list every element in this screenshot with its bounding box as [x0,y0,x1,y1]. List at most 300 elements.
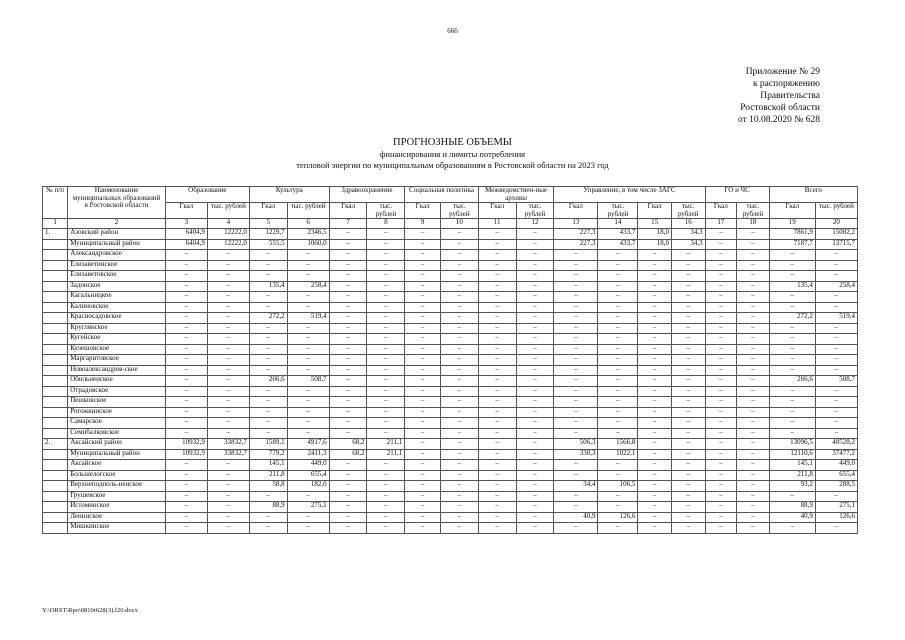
subheader-rub: тыс. рублей [815,203,857,219]
value-cell: – [769,344,815,355]
value-cell: – [598,365,638,376]
value-cell: 68,2 [329,449,367,460]
value-cell: – [249,365,287,376]
value-cell: 6404,9 [165,239,207,250]
value-cell: – [329,470,367,481]
value-cell: – [440,428,478,439]
value-cell: 34,4 [554,481,598,492]
header-group: Всего [769,187,857,203]
column-index-cell: 8 [367,219,405,229]
value-cell: – [705,439,737,450]
value-cell: – [638,397,672,408]
value-cell: – [705,470,737,481]
value-cell: – [329,407,367,418]
value-cell: 126,6 [815,512,857,523]
value-cell: – [516,260,554,271]
table-row [43,260,858,271]
value-cell: – [207,292,249,303]
row-name: Муниципальный район [68,449,166,460]
value-cell: – [287,271,329,282]
column-index-cell: 15 [638,219,672,229]
appendix-line: к распоряжению [752,79,820,89]
value-cell: – [478,449,516,460]
value-cell: 1589,1 [249,439,287,450]
value-cell: – [405,376,441,387]
value-cell: – [440,502,478,513]
value-cell: – [769,292,815,303]
value-cell: – [737,271,770,282]
value-cell: – [367,376,405,387]
row-name: Круглянское [68,323,166,334]
value-cell: – [705,491,737,502]
value-cell: – [478,260,516,271]
row-number [43,523,68,534]
value-cell: – [207,344,249,355]
value-cell: – [737,323,770,334]
row-number [43,470,68,481]
value-cell: – [769,355,815,366]
value-cell: – [249,260,287,271]
value-cell: – [737,334,770,345]
row-name: Семибалковское [68,428,166,439]
value-cell: – [287,428,329,439]
value-cell: – [287,512,329,523]
value-cell: – [671,512,705,523]
value-cell: – [207,428,249,439]
value-cell: – [405,428,441,439]
value-cell: – [367,481,405,492]
value-cell: – [405,470,441,481]
row-number [43,344,68,355]
row-name: Мишкинское [68,523,166,534]
value-cell: – [478,397,516,408]
column-index-cell: 14 [598,219,638,229]
value-cell: – [516,449,554,460]
row-name: Елизаветовское [68,271,166,282]
value-cell: – [638,292,672,303]
value-cell: – [705,344,737,355]
value-cell: – [815,292,857,303]
table-row [43,344,858,355]
row-number [43,292,68,303]
row-number [43,376,68,387]
subheader-rub: тыс. рублей [287,203,329,219]
value-cell: – [554,418,598,429]
value-cell: – [207,502,249,513]
value-cell: – [737,428,770,439]
table-row [43,418,858,429]
value-cell: – [440,439,478,450]
value-cell: – [287,323,329,334]
value-cell: 34,3 [671,229,705,240]
value-cell: – [207,397,249,408]
value-cell: – [165,281,207,292]
value-cell: – [207,302,249,313]
column-index-cell: 20 [815,219,857,229]
value-cell: – [516,229,554,240]
value-cell: – [440,491,478,502]
value-cell: – [815,407,857,418]
value-cell: – [705,407,737,418]
value-cell: 40,9 [769,512,815,523]
value-cell: – [671,460,705,471]
value-cell: – [638,523,672,534]
value-cell: – [598,523,638,534]
value-cell: – [737,460,770,471]
value-cell: – [705,523,737,534]
value-cell: – [249,344,287,355]
value-cell: – [737,365,770,376]
value-cell: – [440,460,478,471]
value-cell: 506,3 [554,439,598,450]
value-cell: – [207,250,249,261]
value-cell: – [815,344,857,355]
value-cell: – [815,418,857,429]
value-cell: – [405,491,441,502]
value-cell: – [671,260,705,271]
column-index-cell: 12 [516,219,554,229]
value-cell: 330,3 [554,449,598,460]
document-subtitle-line: тепловой энергии по муниципальным образованиям в Ростовской области на 2023 год [296,159,609,170]
column-index-cell: 1 [43,219,68,229]
row-name: Маргаритовское [68,355,166,366]
value-cell: – [367,323,405,334]
value-cell: – [516,407,554,418]
subheader-gcal: Гкал [165,203,207,219]
value-cell: – [554,334,598,345]
value-cell: – [516,334,554,345]
row-number [43,502,68,513]
row-number [43,418,68,429]
value-cell: – [478,344,516,355]
document-subtitle-line: финансирования и лимиты потребления [379,149,526,159]
value-cell: – [367,523,405,534]
value-cell: 10932,9 [165,439,207,450]
table-body [43,219,858,534]
row-number [43,260,68,271]
value-cell: – [165,502,207,513]
value-cell: 18,0 [638,239,672,250]
value-cell: – [367,281,405,292]
document-title: ПРОГНОЗНЫЕ ОБЪЕМЫ [393,137,512,148]
value-cell: 15002,2 [815,229,857,240]
value-cell: – [671,418,705,429]
value-cell: – [598,260,638,271]
value-cell: – [478,239,516,250]
table-row [43,271,858,282]
value-cell: – [598,491,638,502]
value-cell: – [165,260,207,271]
value-cell: 508,7 [287,376,329,387]
value-cell: – [815,365,857,376]
value-cell: – [554,470,598,481]
value-cell: – [516,397,554,408]
value-cell: – [440,418,478,429]
table-row [43,428,858,439]
value-cell: – [516,302,554,313]
table-row [43,292,858,303]
row-number: 2. [43,439,68,450]
row-number [43,428,68,439]
value-cell: – [554,491,598,502]
value-cell: – [287,407,329,418]
value-cell: – [478,323,516,334]
table-row [43,407,858,418]
value-cell: – [769,271,815,282]
value-cell: – [815,523,857,534]
value-cell: 519,4 [815,313,857,324]
value-cell: – [367,260,405,271]
value-cell: – [516,271,554,282]
row-name: Верхнеподполь-ненское [68,481,166,492]
column-index-cell: 13 [554,219,598,229]
value-cell: – [598,428,638,439]
value-cell: – [554,313,598,324]
value-cell: 211,8 [249,470,287,481]
value-cell: – [638,449,672,460]
value-cell: – [329,386,367,397]
value-cell: – [367,271,405,282]
value-cell: – [405,271,441,282]
value-cell: – [440,344,478,355]
value-cell: – [165,302,207,313]
value-cell: – [769,418,815,429]
value-cell: – [440,481,478,492]
value-cell: – [598,344,638,355]
value-cell: – [554,344,598,355]
row-name: Александровское [68,250,166,261]
value-cell: 266,6 [769,376,815,387]
value-cell: – [705,428,737,439]
value-cell: – [405,439,441,450]
row-name: Обильненское [68,376,166,387]
row-number [43,250,68,261]
value-cell: – [440,292,478,303]
value-cell: – [329,512,367,523]
value-cell: – [598,502,638,513]
value-cell: – [207,365,249,376]
column-index-cell: 5 [249,219,287,229]
value-cell: – [329,260,367,271]
value-cell: – [638,302,672,313]
value-cell: – [367,302,405,313]
value-cell: – [165,491,207,502]
column-index-cell: 16 [671,219,705,229]
value-cell: – [638,323,672,334]
value-cell: 40528,2 [815,439,857,450]
value-cell: – [329,428,367,439]
value-cell: – [165,418,207,429]
value-cell: – [478,523,516,534]
value-cell: 211,1 [367,449,405,460]
value-cell: – [671,439,705,450]
value-cell: – [705,323,737,334]
value-cell: – [249,323,287,334]
value-cell: – [287,334,329,345]
value-cell: – [207,271,249,282]
row-name: Аксайское [68,460,166,471]
row-number [43,313,68,324]
value-cell: – [815,428,857,439]
value-cell: – [329,271,367,282]
header-group: Образование [165,187,249,203]
value-cell: – [516,355,554,366]
value-cell: – [249,386,287,397]
row-name: Отрадовское [68,386,166,397]
value-cell: – [516,491,554,502]
value-cell: – [405,250,441,261]
table-row [43,302,858,313]
value-cell: – [598,323,638,334]
value-cell: – [367,313,405,324]
row-name: Аксайский район [68,439,166,450]
value-cell: – [207,407,249,418]
value-cell: 18,0 [638,229,672,240]
value-cell: – [367,502,405,513]
value-cell: – [737,407,770,418]
row-number [43,334,68,345]
value-cell: – [638,512,672,523]
value-cell: 1566,8 [598,439,638,450]
value-cell: – [554,355,598,366]
column-index-cell: 10 [440,219,478,229]
value-cell: – [671,397,705,408]
value-cell: – [737,344,770,355]
value-cell: – [440,239,478,250]
value-cell: – [287,355,329,366]
value-cell: – [329,313,367,324]
row-name: Задонское [68,281,166,292]
value-cell: – [554,323,598,334]
value-cell: – [671,302,705,313]
subheader-gcal: Гкал [705,203,737,219]
value-cell: – [671,250,705,261]
value-cell: 555,5 [249,239,287,250]
value-cell: 58,8 [249,481,287,492]
value-cell: – [165,460,207,471]
value-cell: – [638,439,672,450]
value-cell: – [287,260,329,271]
value-cell: – [478,428,516,439]
value-cell: – [367,491,405,502]
value-cell: – [598,386,638,397]
value-cell: – [478,292,516,303]
value-cell: – [638,281,672,292]
value-cell: 508,7 [815,376,857,387]
value-cell: – [249,418,287,429]
value-cell: – [638,502,672,513]
value-cell: – [737,260,770,271]
value-cell: – [769,323,815,334]
value-cell: – [405,334,441,345]
value-cell: – [207,281,249,292]
row-name: Калиновское [68,302,166,313]
table-row [43,397,858,408]
value-cell: – [769,386,815,397]
value-cell: – [287,397,329,408]
value-cell: – [207,260,249,271]
value-cell: – [769,428,815,439]
value-cell: – [815,250,857,261]
value-cell: – [329,281,367,292]
table-row [43,491,858,502]
subheader-row [43,203,858,219]
row-number [43,302,68,313]
row-number [43,386,68,397]
value-cell: – [516,281,554,292]
value-cell: – [165,523,207,534]
value-cell: 211,1 [367,439,405,450]
value-cell: – [287,386,329,397]
value-cell: – [815,386,857,397]
value-cell: – [769,397,815,408]
row-name: Пешковское [68,397,166,408]
row-number [43,355,68,366]
value-cell: 33832,7 [207,449,249,460]
subheader-rub: тыс. рублей [440,203,478,219]
value-cell: – [671,523,705,534]
value-cell: 449,0 [815,460,857,471]
value-cell: – [705,386,737,397]
appendix-line: от 10.08.2020 № 628 [738,115,820,125]
value-cell: – [367,365,405,376]
value-cell: – [207,313,249,324]
value-cell: – [329,365,367,376]
value-cell: – [638,313,672,324]
header-group: Культура [249,187,329,203]
value-cell: 779,2 [249,449,287,460]
table-row [43,470,858,481]
value-cell: – [598,376,638,387]
subheader-gcal: Гкал [769,203,815,219]
value-cell: – [737,281,770,292]
value-cell: – [440,260,478,271]
value-cell: – [737,355,770,366]
row-name: Большелогское [68,470,166,481]
value-cell: – [367,344,405,355]
value-cell: – [405,512,441,523]
value-cell: – [367,397,405,408]
value-cell: – [554,523,598,534]
value-cell: 135,4 [249,281,287,292]
value-cell: – [329,491,367,502]
value-cell: – [671,491,705,502]
value-cell: 227,3 [554,239,598,250]
value-cell: – [705,271,737,282]
value-cell: – [598,334,638,345]
value-cell: 519,4 [287,313,329,324]
table-row [43,449,858,460]
value-cell: – [478,407,516,418]
value-cell: – [249,512,287,523]
value-cell: – [405,418,441,429]
value-cell: – [478,376,516,387]
value-cell: 93,2 [769,481,815,492]
value-cell: – [705,250,737,261]
value-cell: – [207,355,249,366]
value-cell: – [249,428,287,439]
value-cell: – [737,512,770,523]
value-cell: 68,2 [329,439,367,450]
value-cell: – [165,292,207,303]
row-number [43,365,68,376]
table-row [43,281,858,292]
value-cell: 34,3 [671,239,705,250]
value-cell: – [516,292,554,303]
value-cell: – [516,365,554,376]
header-group: Социальная политика [405,187,479,203]
row-number [43,460,68,471]
